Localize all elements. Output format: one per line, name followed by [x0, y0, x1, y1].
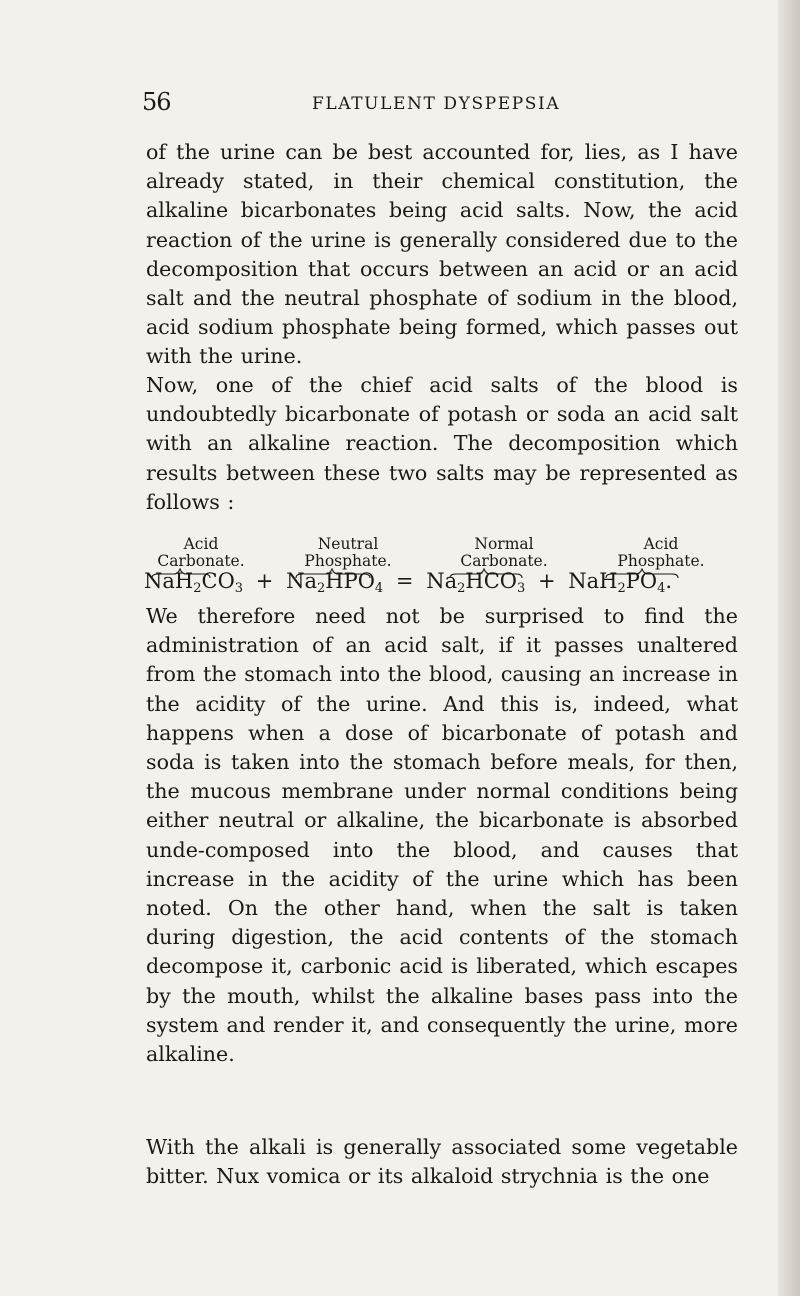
plus-sign-2: +: [537, 569, 556, 593]
paragraph-2: Now, one of the chief acid salts of the blood is undoubtedly bicarbonate of potash or soda an acid salt with an alkaline reaction. The decomposition which results between these two salts may be represented as follows :: [146, 373, 738, 514]
equation-formula: [144, 568, 672, 602]
equals-sign: =: [395, 569, 414, 593]
formula-nah2co3: $NaH_2CO_3$: [144, 569, 244, 596]
label-acid-phosphate: Acid Phosphate.: [617, 535, 705, 570]
paragraph-1: of the urine can be best accounted for, lies, as I have already stated, in their chemical constitution, the alkaline bicarbonates being acid salts. Now, the acid reaction of the urine is generally considered due to the decomposition that occurs between an acid or an acid salt and the neutral phosphate of sodium in the blood, acid sodium phosphate being formed, which passes out with the urine.: [146, 140, 738, 369]
formula-na2hpo4: $Na_2HPO_4$: [286, 569, 384, 596]
formula-nah2po4: $NaH_2PO_4$.: [568, 569, 673, 596]
label-acid-carbonate: Acid Carbonate.: [157, 535, 245, 570]
label-neutral-phosphate: Neutral Phosphate.: [304, 535, 392, 570]
running-head: FLATULENT DYSPEPSIA: [312, 94, 561, 114]
page-edge-shadow: [778, 0, 800, 1296]
paragraph-3: We therefore need not be surprised to find the administration of an acid salt, if it passes unaltered from the stomach into the blood, causing an increase in the acidity of the urine. And this is, indeed, what happens when a dose of bicarbonate of potash and soda is taken into the stomach before meals, for then, the mucous membrane under normal conditions being either neutral or alkaline, the bicarbonate is absorbed unde-composed into the blood, and causes that increase in the acidity of the urine which has been noted. On the other hand, when the salt is taken during digestion, the acid contents of the stomach decompose it, carbonic acid is liberated, which escapes by the mouth, whilst the alkaline bases pass into the system and render it, and consequently the urine, more alkaline.: [146, 604, 738, 1067]
page-number: 56: [142, 88, 171, 116]
paragraph-4: With the alkali is generally associated some vegetable bitter. Nux vomica or its alkaloid strychnia is the one: [146, 1135, 738, 1189]
chemical-equation: [146, 536, 738, 596]
page-header: [142, 86, 736, 116]
label-normal-carbonate: Normal Carbonate.: [460, 535, 548, 570]
formula-na2hco3: $Na_2HCO_3$: [426, 569, 526, 596]
plus-sign: +: [255, 569, 274, 593]
